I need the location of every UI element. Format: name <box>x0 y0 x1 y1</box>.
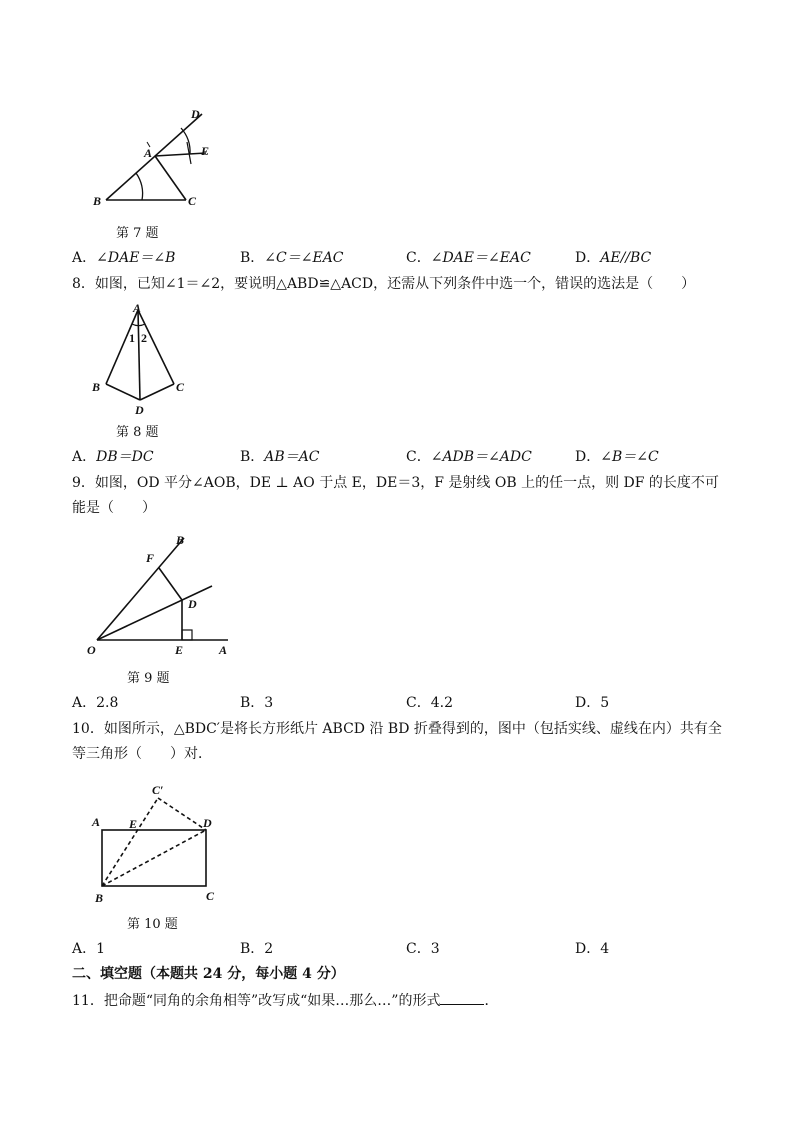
option-text: DB＝DC <box>96 449 154 465</box>
q10-option-b[interactable] <box>240 939 273 959</box>
q9-label-E: E <box>175 643 184 657</box>
option-key: A． <box>72 695 97 711</box>
option-text: AE//BC <box>600 250 652 266</box>
q10-label-B: B <box>95 891 104 905</box>
q8-label-2: 2 <box>141 331 147 345</box>
option-text: 2 <box>264 941 274 957</box>
q7-option-a[interactable] <box>72 248 175 268</box>
option-key: B． <box>240 941 265 957</box>
q8-caption: 第 8 题 <box>116 425 159 440</box>
option-key: B． <box>240 695 265 711</box>
q9-option-d[interactable] <box>575 693 609 713</box>
option-text: 3 <box>430 941 440 957</box>
q9-label-O: O <box>87 643 96 657</box>
q8-figure <box>86 300 196 420</box>
q11-answer-blank[interactable] <box>440 990 484 1005</box>
q9-option-a[interactable] <box>72 693 118 713</box>
q10-label-C: C <box>206 889 215 903</box>
option-key: A． <box>72 250 97 266</box>
q9-stem-line-1: 9．如图，OD 平分∠AOB，DE ⊥ AO 于点 E，DE＝3，F 是射线 OB 上的任一点，则 DF 的长度不可 <box>72 475 719 491</box>
option-key: D． <box>575 941 601 957</box>
option-text: 4.2 <box>430 695 453 711</box>
q10-label-E: E <box>129 817 138 831</box>
option-key: C． <box>406 695 431 711</box>
q7-caption: 第 7 题 <box>116 226 159 241</box>
q9-label-F: F <box>146 551 155 565</box>
q8-label-D: D <box>135 403 144 417</box>
option-key: D． <box>575 449 601 465</box>
option-text: ∠C＝∠EAC <box>264 250 344 266</box>
q10-option-c[interactable] <box>406 939 440 959</box>
q9-stem-line-2: 能是（ ） <box>72 500 156 516</box>
option-text: ∠DAE＝∠B <box>96 250 176 266</box>
q10-option-a[interactable] <box>72 939 105 959</box>
q10-stem-line-2: 等三角形（ ）对． <box>72 746 212 762</box>
q10-option-d[interactable] <box>575 939 609 959</box>
q9-option-b[interactable] <box>240 693 273 713</box>
q9-caption: 第 9 题 <box>127 671 170 686</box>
q8-option-c[interactable] <box>406 447 532 467</box>
q10-figure <box>88 778 228 908</box>
option-text: 1 <box>96 941 106 957</box>
q8-label-A: A <box>133 301 142 315</box>
option-text: AB＝AC <box>264 449 320 465</box>
q7-label-A: A <box>144 146 153 160</box>
q10-caption: 第 10 题 <box>127 917 178 932</box>
q8-label-1: 1 <box>129 331 135 345</box>
option-text: ∠ADB＝∠ADC <box>430 449 532 465</box>
option-key: A． <box>72 449 97 465</box>
option-key: A． <box>72 941 97 957</box>
option-key: C． <box>406 941 431 957</box>
q9-option-c[interactable] <box>406 693 453 713</box>
option-key: C． <box>406 449 431 465</box>
option-key: B． <box>240 250 265 266</box>
q7-label-C: C <box>188 194 197 208</box>
q10-label-D: D <box>203 816 212 830</box>
q7-option-b[interactable] <box>240 248 344 268</box>
q11-stem-row <box>72 990 498 1011</box>
option-text: 2.8 <box>96 695 119 711</box>
q7-option-d[interactable] <box>575 248 651 268</box>
q8-option-d[interactable] <box>575 447 659 467</box>
q7-option-c[interactable] <box>406 248 531 268</box>
q7-label-E: E <box>201 144 210 158</box>
section-heading: 二、填空题（本题共 24 分，每小题 4 分） <box>72 966 345 982</box>
q10-stem-line-1: 10．如图所示，△BDC′是将长方形纸片 ABCD 沿 BD 折叠得到的，图中（包括实线、虚线在内）共有全 <box>72 721 722 737</box>
q10-label-C-prime: C′ <box>152 783 164 797</box>
q7-label-D: D <box>191 107 200 121</box>
option-text: ∠B＝∠C <box>600 449 659 465</box>
q8-stem: 8．如图，已知∠1＝∠2，要说明△ABD≌△ACD，还需从下列条件中选一个，错误的选法是（ ） <box>72 276 696 292</box>
q7-label-B: B <box>93 194 102 208</box>
q10-label-A: A <box>92 815 101 829</box>
option-text: ∠DAE＝∠EAC <box>430 250 531 266</box>
option-key: D． <box>575 695 601 711</box>
option-key: C． <box>406 250 431 266</box>
option-text: 5 <box>600 695 610 711</box>
q8-option-a[interactable] <box>72 447 154 467</box>
q11-end: ． <box>484 993 499 1009</box>
q9-label-D: D <box>188 597 197 611</box>
q9-figure <box>84 530 244 660</box>
option-key: D． <box>575 250 601 266</box>
q8-option-b[interactable] <box>240 447 320 467</box>
q9-label-A: A <box>219 643 228 657</box>
q11-stem: 11．把命题“同角的余角相等”改写成“如果…那么…”的形式 <box>72 993 441 1009</box>
q9-label-B: B <box>176 533 185 547</box>
option-text: 4 <box>600 941 610 957</box>
q7-figure <box>88 104 228 214</box>
q8-label-B: B <box>92 380 101 394</box>
option-text: 3 <box>264 695 274 711</box>
option-key: B． <box>240 449 265 465</box>
q8-label-C: C <box>176 380 185 394</box>
